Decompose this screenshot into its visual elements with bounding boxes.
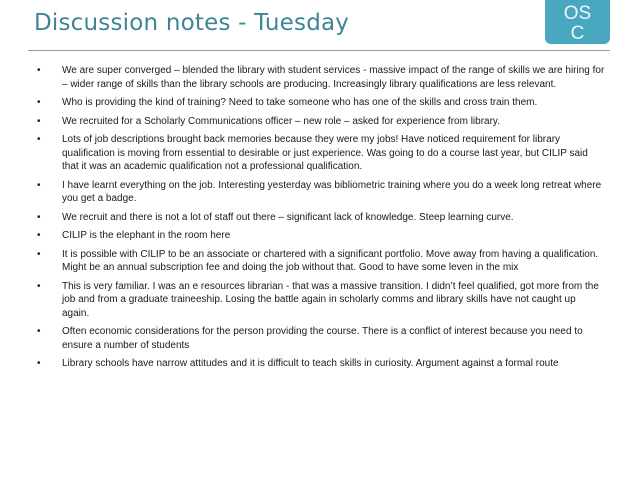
list-item — [37, 229, 605, 243]
bullet-icon: • — [37, 179, 41, 191]
badge-text-line-2: C — [570, 23, 585, 44]
list-item-text: We are super converged – blended the library with student services - massive impact of the range of skills we are hiring for – wider range of skills than the library schools are producing. Increasingly library qualifications are less relevant. — [62, 65, 605, 90]
osc-logo-badge — [545, 0, 610, 44]
list-item — [37, 179, 605, 206]
bullet-icon: • — [37, 97, 41, 108]
list-item-text: I have learnt everything on the job. Interesting yesterday was bibliometric training where you do a week long retreat where you get a badge. — [62, 179, 602, 204]
list-item-text: Often economic considerations for the person providing the course. There is a conflict of interest because you need to ensure a number of students — [62, 326, 583, 351]
list-item-text: CILIP is the elephant in the room here — [62, 230, 231, 241]
list-item — [37, 133, 605, 174]
list-item — [37, 325, 605, 352]
list-item — [37, 248, 605, 275]
list-item — [37, 357, 605, 371]
list-item-text: Library schools have narrow attitudes and it is difficult to teach skills in curiosity. Argument against a formal route — [62, 358, 559, 369]
list-item — [37, 211, 605, 225]
bullet-icon: • — [37, 211, 41, 223]
list-item-text: Lots of job descriptions brought back memories because they were my jobs! Have noticed requirement for library qualification is moving from essential to desirable or just experience. Was going to do a course last year, but CILIP said that it was an academic qualification not a professional qualification. — [62, 134, 588, 172]
badge-text-line-1: OS — [563, 3, 592, 24]
slide-title: Discussion notes - Tuesday — [34, 10, 350, 36]
list-item — [37, 64, 605, 91]
bullet-icon: • — [37, 358, 41, 369]
bullet-icon: • — [37, 115, 41, 127]
list-item-text: Who is providing the kind of training? Need to take someone who has one of the skills and cross train them. — [62, 97, 538, 108]
list-item-text: We recruit and there is not a lot of staff out there – significant lack of knowledge. Steep learning curve. — [62, 211, 514, 223]
bullet-icon: • — [37, 248, 41, 260]
list-item — [37, 115, 605, 129]
discussion-notes-list — [37, 64, 605, 376]
title-divider — [28, 50, 610, 51]
list-item — [37, 96, 605, 110]
bullet-icon: • — [37, 230, 41, 241]
list-item-text: This is very familiar. I was an e resources librarian - that was a massive transition. I didn’t feel qualified, got more from the job and from a graduate traineeship. Losing the battle again in scholarly comms and library skills have not caught up again. — [62, 280, 599, 319]
bullet-icon: • — [37, 65, 41, 76]
list-item-text: It is possible with CILIP to be an associate or chartered with a significant portfolio. Move away from having a qualification. Might be an annual subscription fee and doing the job without that. Good to have some leven in the mix — [62, 248, 599, 273]
bullet-icon: • — [37, 134, 41, 145]
bullet-icon: • — [37, 280, 41, 292]
bullet-icon: • — [37, 326, 41, 337]
list-item-text: We recruited for a Scholarly Communications officer – new role – asked for experience from library. — [62, 115, 500, 127]
list-item — [37, 280, 605, 321]
